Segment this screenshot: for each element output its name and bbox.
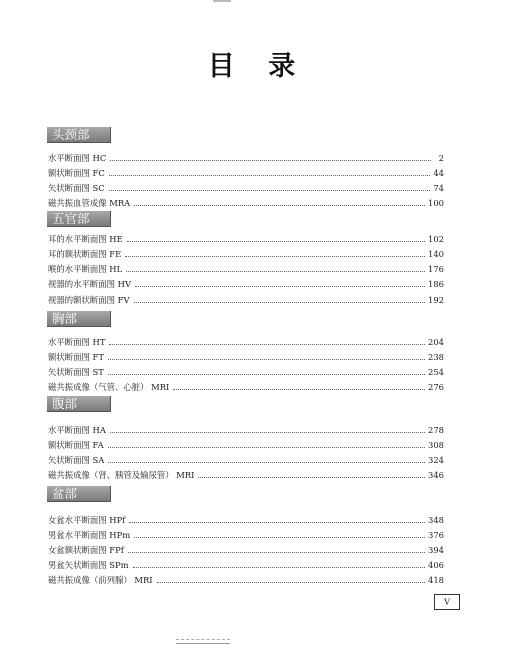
toc-entry-page: 2 xyxy=(438,153,444,163)
toc-entry-title: 视器的水平断面图 HV xyxy=(48,279,132,289)
toc-entry[interactable] xyxy=(48,366,444,378)
leader-dots xyxy=(157,581,425,583)
toc-entry-page: 74 xyxy=(433,183,444,193)
toc-entry[interactable] xyxy=(48,248,444,260)
toc-entry[interactable] xyxy=(48,574,444,586)
section-header-chest: 胸部 xyxy=(47,311,111,327)
toc-entry[interactable] xyxy=(48,152,444,164)
toc-entry-title: 水平断面图 HT xyxy=(48,337,106,347)
leader-dots xyxy=(127,240,425,242)
leader-dots xyxy=(125,255,425,257)
toc-entry-title: 喉的水平断面图 HL xyxy=(48,264,123,274)
toc-entry[interactable] xyxy=(48,424,444,436)
toc-entry[interactable] xyxy=(48,294,444,306)
leader-dots xyxy=(129,521,425,523)
toc-entry-title: 水平断面图 HA xyxy=(48,425,106,435)
toc-entry[interactable] xyxy=(48,529,444,541)
toc-entry-title: 耳的水平断面图 HE xyxy=(48,234,123,244)
toc-entry-page: 204 xyxy=(428,337,444,347)
section-header-pelvis: 盆部 xyxy=(47,486,111,502)
page-title: 目 录 xyxy=(207,51,308,82)
toc-entry[interactable] xyxy=(48,381,444,393)
leader-dots xyxy=(110,431,425,433)
toc-entry-page: 102 xyxy=(428,234,444,244)
toc-entry-title: 矢状断面图 SA xyxy=(48,455,105,465)
toc-entry[interactable] xyxy=(48,544,444,556)
section-header-head-neck: 头颈部 xyxy=(47,127,111,143)
roman-page-number: V xyxy=(434,594,460,610)
toc-entry-page: 276 xyxy=(428,382,444,392)
leader-dots xyxy=(109,174,431,176)
toc-entry-title: 额状断面图 FT xyxy=(48,352,104,362)
toc-entry-title: 男盆矢状断面图 SPm xyxy=(48,560,129,570)
toc-entry-title: 男盆水平断面图 HPm xyxy=(48,530,131,540)
toc-entry[interactable] xyxy=(48,514,444,526)
leader-dots xyxy=(134,301,425,303)
leader-dots xyxy=(108,446,425,448)
toc-entry[interactable] xyxy=(48,469,444,481)
leader-dots xyxy=(108,373,425,375)
leader-dots xyxy=(110,159,431,161)
toc-entry-title: 磁共振血管成像 MRA xyxy=(48,198,131,208)
toc-entry-page: 308 xyxy=(428,440,444,450)
toc-entry-page: 324 xyxy=(428,455,444,465)
leader-dots xyxy=(135,285,425,287)
leader-dots xyxy=(173,388,425,390)
toc-entry-title: 女盆水平断面图 HPf xyxy=(48,515,126,525)
toc-entry[interactable] xyxy=(48,454,444,466)
toc-entry-title: 磁共振成像（气管、心脏） MRI xyxy=(48,382,170,392)
toc-entry[interactable] xyxy=(48,439,444,451)
toc-entry-title: 矢状断面图 ST xyxy=(48,367,104,377)
scan-mark-bottom xyxy=(176,639,230,644)
toc-entry-title: 视器的额状断面图 FV xyxy=(48,295,130,305)
toc-entry-title: 耳的额状断面图 FE xyxy=(48,249,122,259)
toc-entry-title: 矢状断面图 SC xyxy=(48,183,105,193)
toc-entry-title: 女盆额状断面图 FPf xyxy=(48,545,124,555)
leader-dots xyxy=(134,536,425,538)
toc-entry-title: 磁共振成像（前列腺） MRI xyxy=(48,575,153,585)
toc-entry-page: 394 xyxy=(428,545,444,555)
toc-entry-title: 额状断面图 FA xyxy=(48,440,104,450)
leader-dots xyxy=(108,461,425,463)
toc-entry-page: 376 xyxy=(428,530,444,540)
leader-dots xyxy=(198,476,425,478)
toc-entry[interactable] xyxy=(48,263,444,275)
toc-entry[interactable] xyxy=(48,336,444,348)
section-header-facial-organs: 五官部 xyxy=(47,211,111,227)
toc-entry[interactable] xyxy=(48,167,444,179)
toc-entry-page: 278 xyxy=(428,425,444,435)
toc-entry-page: 238 xyxy=(428,352,444,362)
leader-dots xyxy=(128,551,425,553)
toc-entry-page: 44 xyxy=(433,168,444,178)
toc-entry[interactable] xyxy=(48,559,444,571)
leader-dots xyxy=(109,189,431,191)
scan-mark-top xyxy=(213,0,231,2)
toc-entry[interactable] xyxy=(48,197,444,209)
toc-entry-page: 140 xyxy=(428,249,444,259)
toc-entry-page: 192 xyxy=(428,295,444,305)
section-header-abdomen: 腹部 xyxy=(47,396,111,412)
toc-entry-title: 额状断面图 FC xyxy=(48,168,105,178)
toc-entry[interactable] xyxy=(48,182,444,194)
leader-dots xyxy=(108,358,425,360)
toc-entry-page: 418 xyxy=(428,575,444,585)
toc-entry[interactable] xyxy=(48,351,444,363)
leader-dots xyxy=(109,343,425,345)
toc-entry-page: 348 xyxy=(428,515,444,525)
toc-entry-page: 186 xyxy=(428,279,444,289)
leader-dots xyxy=(134,204,425,206)
leader-dots xyxy=(126,270,425,272)
toc-entry[interactable] xyxy=(48,233,444,245)
leader-dots xyxy=(133,566,425,568)
toc-entry[interactable] xyxy=(48,278,444,290)
toc-entry-page: 176 xyxy=(428,264,444,274)
toc-entry-page: 346 xyxy=(428,470,444,480)
toc-entry-page: 100 xyxy=(428,198,444,208)
toc-entry-title: 磁共振成像（肾、胰管及输尿管） MRI xyxy=(48,470,195,480)
toc-entry-title: 水平断面图 HC xyxy=(48,153,107,163)
toc-entry-page: 406 xyxy=(428,560,444,570)
toc-entry-page: 254 xyxy=(428,367,444,377)
